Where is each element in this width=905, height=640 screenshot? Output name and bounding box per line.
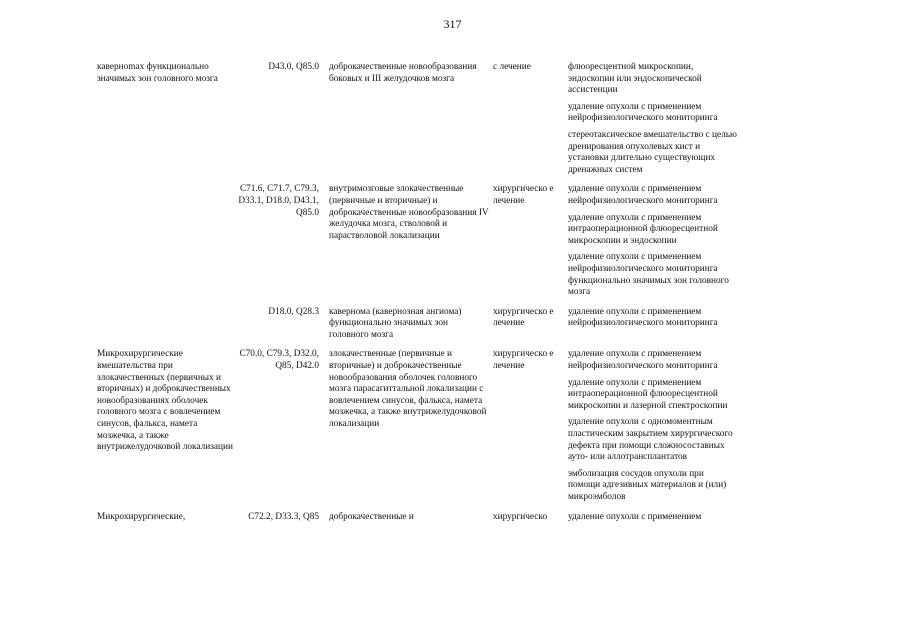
patient-model-cell: каверномa (кавернозная ангиома) функционально значимых зон головного мозга xyxy=(329,306,462,340)
patient-model-cell: злокачественные (первичные и вторичные) и доброкачественные новообразования оболочек головного мозга парасагиттальной локализации с вовлечением синусов, фалькса, намета мозжечка, а также внутрижелудочковой локализации xyxy=(329,349,487,430)
treatment-method: удаление опухоли с применением xyxy=(568,511,702,522)
treatment-type-cell: хирургическо е лечение xyxy=(493,306,554,329)
treatment-method: флюоресцентной микроскопии, эндоскопии или эндоскопической ассистенции xyxy=(568,62,702,96)
treatment-type-cell: хирургическо е лечение xyxy=(493,349,554,372)
treatment-method: эмболизация сосудов опухоли при помощи адгезивных материалов и (или) микроэмболов xyxy=(568,468,727,502)
treatment-method: удаление опухоли с применением нейрофизиологического мониторинга xyxy=(568,306,718,329)
patient-model-cell: доброкачественные новообразования боковых и III желудочков мозга xyxy=(329,62,477,84)
treatment-method: стереотаксическое вмешательство с целью дренирования опухолевых кист и установки длительно существующих дренажных систем xyxy=(568,129,737,175)
treatment-type-cell: хирургическо xyxy=(493,511,548,522)
table-row xyxy=(97,307,797,342)
treatment-methods-cell xyxy=(568,349,797,503)
procedure-name-cell: Микрохирургические вмешательства при злокачественных (первичных и вторичных) и доброкачественных новообразованиях оболочек головного мозга с вовлечением синусов, фалькса, намета мозжечка, а также внутрижелудочковой локализации xyxy=(97,349,233,453)
treatment-method: удаление опухоли с применением интраоперационной флюоресцентной микроскопии и лазерной спектроскопии xyxy=(568,377,728,411)
procedure-name-cell: Микрохирургические, xyxy=(97,511,186,522)
treatment-methods-cell xyxy=(568,512,797,524)
treatment-method: удаление опухоли с одномоментным пластическим закрытием хирургического дефекта при помощи сложносоставных ауто- или аллотрансплантатов xyxy=(568,417,733,463)
table-row xyxy=(97,184,797,298)
procedures-table xyxy=(97,62,797,523)
treatment-method: удаление опухоли с применением нейрофизиологического мониторинга xyxy=(568,101,718,124)
table-row xyxy=(97,349,797,503)
treatment-method: удаление опухоли с применением нейрофизиологического мониторинга xyxy=(568,349,718,372)
table-row xyxy=(97,62,797,176)
diagnosis-codes-cell: C70.0, C79.3, D32.0, Q85, D42.0 xyxy=(239,349,319,372)
treatment-methods-cell xyxy=(568,307,797,330)
treatment-type-cell: с лечение xyxy=(493,62,531,72)
page-number: 317 xyxy=(443,17,462,31)
treatment-method: удаление опухоли с применением нейрофизиологического мониторинга xyxy=(568,184,718,206)
table-row xyxy=(97,512,797,524)
treatment-type-cell: хирургическо е лечение xyxy=(493,184,554,206)
patient-model-cell: доброкачественные и xyxy=(329,511,414,522)
diagnosis-codes-cell: C71.6, C71.7, C79.3, D33.1, D18.0, D43.1, Q85.0 xyxy=(238,184,319,218)
procedure-name-cell: кавернomах функционально значимых зон головного мозга xyxy=(97,62,218,84)
diagnosis-codes-cell: C72.2, D33.3, Q85 xyxy=(248,511,319,522)
patient-model-cell: внутримозговые злокачественные (первичные и вторичные) и доброкачественные новообразования IV желудочка мозга, стволовой и парастволовой локализации xyxy=(329,184,489,241)
diagnosis-codes-cell: D18.0, Q28.3 xyxy=(268,306,319,317)
treatment-method: удаление опухоли с применением интраоперационной флюоресцентной микроскопии и эндоскопии xyxy=(568,212,718,246)
treatment-methods-cell xyxy=(568,184,797,298)
diagnosis-codes-cell: D43.0, Q85.0 xyxy=(268,62,319,72)
treatment-method: удаление опухоли с применением нейрофизиологического мониторинга функционально значимых зон головного мозга xyxy=(568,252,729,298)
treatment-methods-cell xyxy=(568,62,797,176)
